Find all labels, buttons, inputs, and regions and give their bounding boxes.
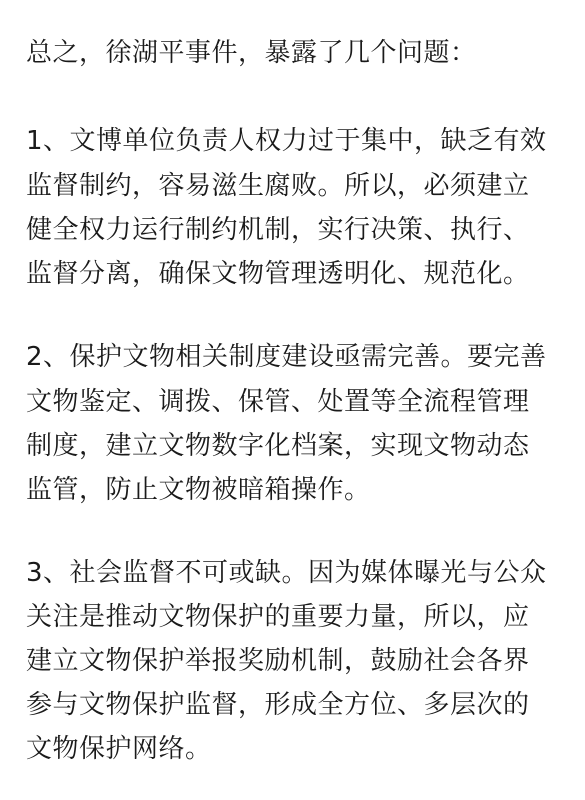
point-3-line-2: 关注是推动文物保护的重要力量，所以，应 bbox=[26, 602, 530, 632]
point-2-line-2: 文物鉴定、调拨、保管、处置等全流程管理 bbox=[26, 387, 530, 417]
intro-line: 总之，徐湖平事件，暴露了几个问题： bbox=[26, 38, 477, 68]
point-1-line-2: 监督制约，容易滋生腐败。所以，必须建立 bbox=[26, 171, 530, 201]
point-1-line-1: 1、文博单位负责人权力过于集中，缺乏有效 bbox=[26, 126, 547, 156]
point-3-line-4: 参与文物保护监督，形成全方位、多层次的 bbox=[26, 690, 530, 720]
point-1-line-3: 健全权力运行制约机制，实行决策、执行、 bbox=[26, 215, 530, 245]
point-2-line-1: 2、保护文物相关制度建设亟需完善。要完善 bbox=[26, 342, 547, 372]
point-3-line-3: 建立文物保护举报奖励机制，鼓励社会各界 bbox=[26, 646, 530, 676]
point-3-line-5: 文物保护网络。 bbox=[26, 734, 212, 764]
point-2-line-4: 监管，防止文物被暗箱操作。 bbox=[26, 475, 371, 505]
point-2-line-3: 制度，建立文物数字化档案，实现文物动态 bbox=[26, 431, 530, 461]
point-1-line-4: 监督分离，确保文物管理透明化、规范化。 bbox=[26, 259, 530, 289]
point-3-line-1: 3、社会监督不可或缺。因为媒体曝光与公众 bbox=[26, 558, 547, 588]
